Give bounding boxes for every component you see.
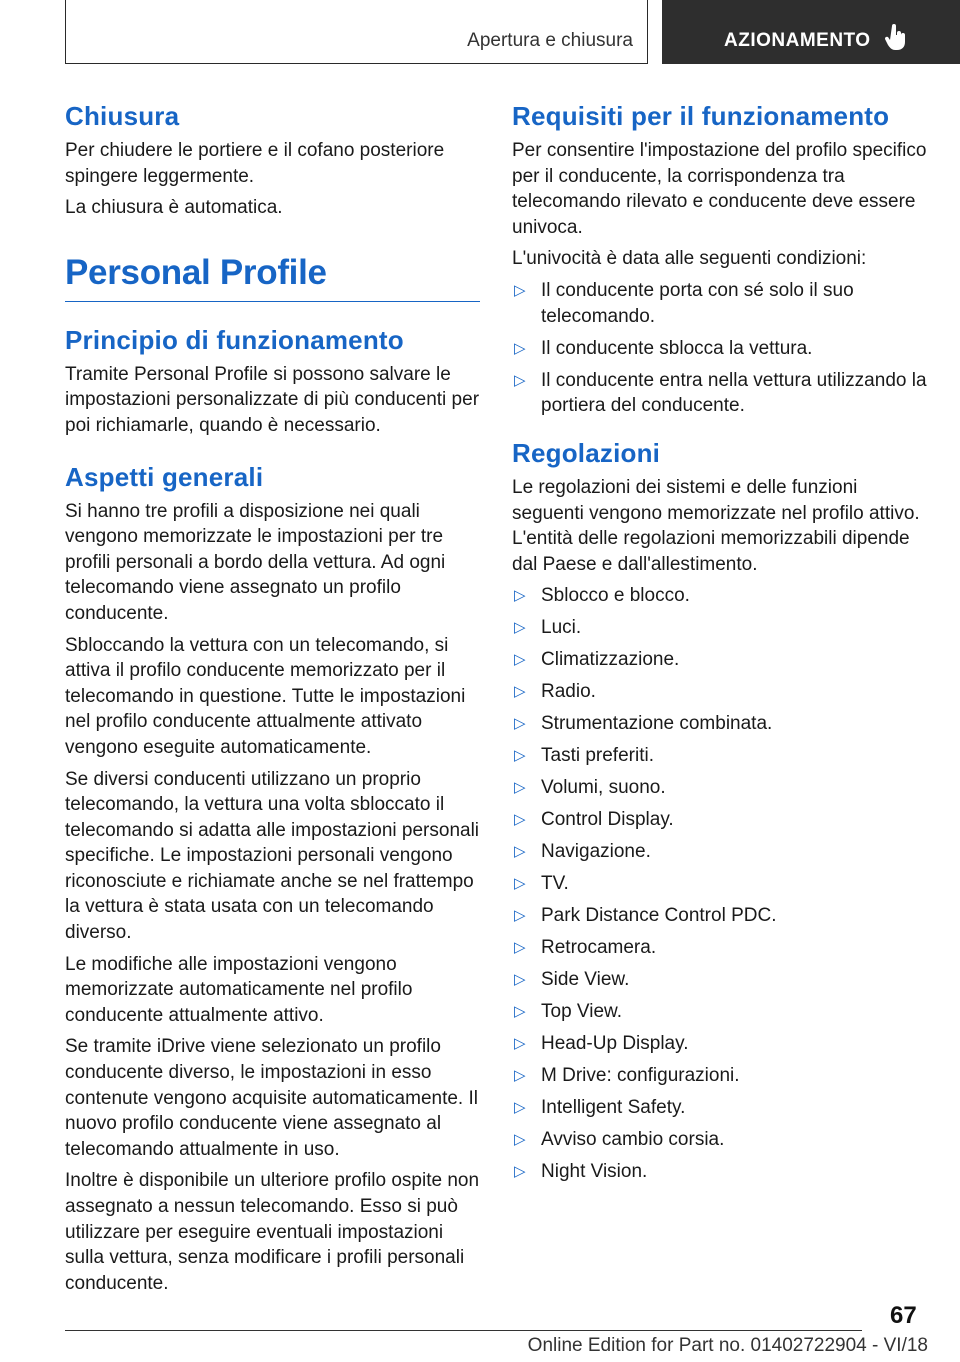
regolazioni-list bbox=[512, 583, 927, 1184]
requisiti-paragraph-1: Per consentire l'impostazione del profilo specifico per il conducente, la corrispondenza tra telecomando rilevato e conducente deve essere univoca. bbox=[512, 140, 927, 238]
triangle-bullet-icon: ▷ bbox=[514, 1035, 526, 1053]
triangle-bullet-icon: ▷ bbox=[514, 1099, 526, 1117]
chiusura-heading: Chiusura bbox=[65, 101, 180, 131]
list-item-text: Side View. bbox=[541, 969, 630, 991]
list-item bbox=[512, 903, 927, 929]
list-item-text: Radio. bbox=[541, 681, 596, 703]
personal-profile-heading: Personal Profile bbox=[65, 253, 480, 302]
list-item bbox=[512, 1127, 927, 1153]
list-item bbox=[512, 807, 927, 833]
triangle-bullet-icon: ▷ bbox=[514, 1131, 526, 1149]
list-item bbox=[512, 711, 927, 737]
triangle-bullet-icon: ▷ bbox=[514, 1067, 526, 1085]
triangle-bullet-icon: ▷ bbox=[514, 971, 526, 989]
chiusura-paragraph-2: La chiusura è automatica. bbox=[65, 197, 283, 219]
triangle-bullet-icon: ▷ bbox=[514, 779, 526, 797]
list-item-text: Tasti preferiti. bbox=[541, 745, 654, 767]
aspetti-paragraph-4: Le modifiche alle impostazioni vengono memorizzate automaticamente nel profilo conducente attualmente attivo. bbox=[65, 953, 413, 1026]
regolazioni-heading: Regolazioni bbox=[512, 438, 661, 469]
footer-edition: Online Edition for Part no. 01402722904 - VI/18 bbox=[527, 1335, 928, 1356]
list-item-text: Retrocamera. bbox=[541, 937, 657, 959]
list-item-text: Il conducente sblocca la vettura. bbox=[541, 337, 813, 359]
triangle-bullet-icon: ▷ bbox=[514, 843, 526, 861]
aspetti-paragraph-3: Se diversi conducenti utilizzano un proprio telecomando, la vettura una volta sbloccato il telecomando si adatta alle impostazioni personali specifiche. Le impostazioni personali vengono riconosciute e richiamate anche se nel frattempo la vettura è stata usata con un telecomando diverso. bbox=[65, 768, 480, 944]
section-title: Apertura e chiusura bbox=[467, 30, 633, 51]
list-item-text: Sblocco e blocco. bbox=[541, 585, 690, 607]
triangle-bullet-icon: ▷ bbox=[514, 747, 526, 765]
left-column bbox=[65, 100, 480, 1302]
list-item-text: Strumentazione combinata. bbox=[541, 713, 773, 735]
list-item bbox=[512, 839, 927, 865]
list-item bbox=[512, 871, 927, 897]
triangle-bullet-icon: ▷ bbox=[514, 683, 526, 701]
list-item-text: TV. bbox=[541, 873, 569, 895]
list-item bbox=[512, 336, 927, 362]
list-item bbox=[512, 743, 927, 769]
list-item-text: Night Vision. bbox=[541, 1161, 648, 1183]
principio-heading: Principio di funzionamento bbox=[65, 324, 404, 355]
list-item-text: M Drive: configurazioni. bbox=[541, 1065, 740, 1087]
triangle-bullet-icon: ▷ bbox=[514, 939, 526, 957]
list-item bbox=[512, 679, 927, 705]
list-item-text: Avviso cambio corsia. bbox=[541, 1129, 725, 1151]
list-item bbox=[512, 1095, 927, 1121]
requisiti-paragraph-2: L'univocità è data alle seguenti condizioni: bbox=[512, 248, 867, 270]
triangle-bullet-icon: ▷ bbox=[514, 1003, 526, 1021]
triangle-bullet-icon: ▷ bbox=[514, 875, 526, 893]
list-item-text: Il conducente entra nella vettura utilizzando la portiera del conducente. bbox=[541, 369, 927, 417]
triangle-bullet-icon: ▷ bbox=[514, 619, 526, 637]
list-item bbox=[512, 999, 927, 1025]
list-item bbox=[512, 615, 927, 641]
triangle-bullet-icon: ▷ bbox=[514, 811, 526, 829]
principio-paragraph: Tramite Personal Profile si possono salvare le impostazioni personalizzate di più conducenti per poi richiamarle, quando è necessario. bbox=[65, 363, 480, 436]
page-number: 67 bbox=[890, 1302, 917, 1329]
list-item-text: Il conducente porta con sé solo il suo telecomando. bbox=[541, 279, 854, 327]
list-item bbox=[512, 583, 927, 609]
aspetti-heading: Aspetti generali bbox=[65, 461, 264, 492]
aspetti-paragraph-5: Se tramite iDrive viene selezionato un profilo conducente diverso, le impostazioni in esso contenute vengono acquisite automaticamente. Il nuovo profilo conducente viene assegnato al telecomando attualmente in uso. bbox=[65, 1036, 478, 1160]
triangle-bullet-icon: ▷ bbox=[514, 1163, 526, 1181]
list-item bbox=[512, 967, 927, 993]
list-item-text: Control Display. bbox=[541, 809, 674, 831]
list-item bbox=[512, 1063, 927, 1089]
section-tab bbox=[65, 0, 648, 64]
triangle-bullet-icon: ▷ bbox=[514, 907, 526, 925]
list-item-text: Head-Up Display. bbox=[541, 1033, 689, 1055]
triangle-bullet-icon: ▷ bbox=[514, 281, 526, 299]
list-item-text: Climatizzazione. bbox=[541, 649, 680, 671]
list-item bbox=[512, 278, 927, 329]
aspetti-paragraph-6: Inoltre è disponibile un ulteriore profilo ospite non assegnato a nessun telecomando. Esso si può utilizzare per eseguire eventuali impostazioni sulla vettura, senza modificare i profili personali conducente. bbox=[65, 1170, 480, 1294]
list-item bbox=[512, 775, 927, 801]
list-item bbox=[512, 647, 927, 673]
triangle-bullet-icon: ▷ bbox=[514, 371, 526, 389]
list-item-text: Luci. bbox=[541, 617, 582, 639]
page-header bbox=[0, 0, 960, 66]
triangle-bullet-icon: ▷ bbox=[514, 651, 526, 669]
triangle-bullet-icon: ▷ bbox=[514, 339, 526, 357]
requisiti-heading: Requisiti per il funzionamento bbox=[512, 101, 890, 131]
list-item-text: Navigazione. bbox=[541, 841, 651, 863]
list-item bbox=[512, 935, 927, 961]
requisiti-list bbox=[512, 278, 927, 419]
aspetti-paragraph-1: Si hanno tre profili a disposizione nei quali vengono memorizzate le impostazioni per tre profili personali a bordo della vettura. Ad ogni telecomando viene assegnato un profilo conducente. bbox=[65, 500, 446, 624]
right-column bbox=[512, 100, 927, 1191]
regolazioni-paragraph: Le regolazioni dei sistemi e delle funzioni seguenti vengono memorizzate nel profilo attivo. L'entità delle regolazioni memorizzabili dipende dal Paese e dall'allestimento. bbox=[512, 477, 920, 575]
chiusura-paragraph-1: Per chiudere le portiere e il cofano posteriore spingere leggermente. bbox=[65, 140, 445, 187]
list-item bbox=[512, 1031, 927, 1057]
footer-divider bbox=[65, 1330, 862, 1331]
hand-pointer-icon bbox=[884, 24, 908, 52]
list-item bbox=[512, 1159, 927, 1185]
chapter-tab bbox=[662, 0, 960, 64]
triangle-bullet-icon: ▷ bbox=[514, 715, 526, 733]
triangle-bullet-icon: ▷ bbox=[514, 587, 526, 605]
list-item-text: Volumi, suono. bbox=[541, 777, 666, 799]
list-item-text: Top View. bbox=[541, 1001, 622, 1023]
list-item bbox=[512, 368, 927, 419]
chapter-title: AZIONAMENTO bbox=[724, 30, 871, 51]
list-item-text: Intelligent Safety. bbox=[541, 1097, 686, 1119]
aspetti-paragraph-2: Sbloccando la vettura con un telecomando, si attiva il profilo conducente memorizzato per il telecomando in questione. Tutte le impostazioni nel profilo conducente attualmente attivato vengono eseguite automaticamente. bbox=[65, 634, 466, 758]
list-item-text: Park Distance Control PDC. bbox=[541, 905, 777, 927]
